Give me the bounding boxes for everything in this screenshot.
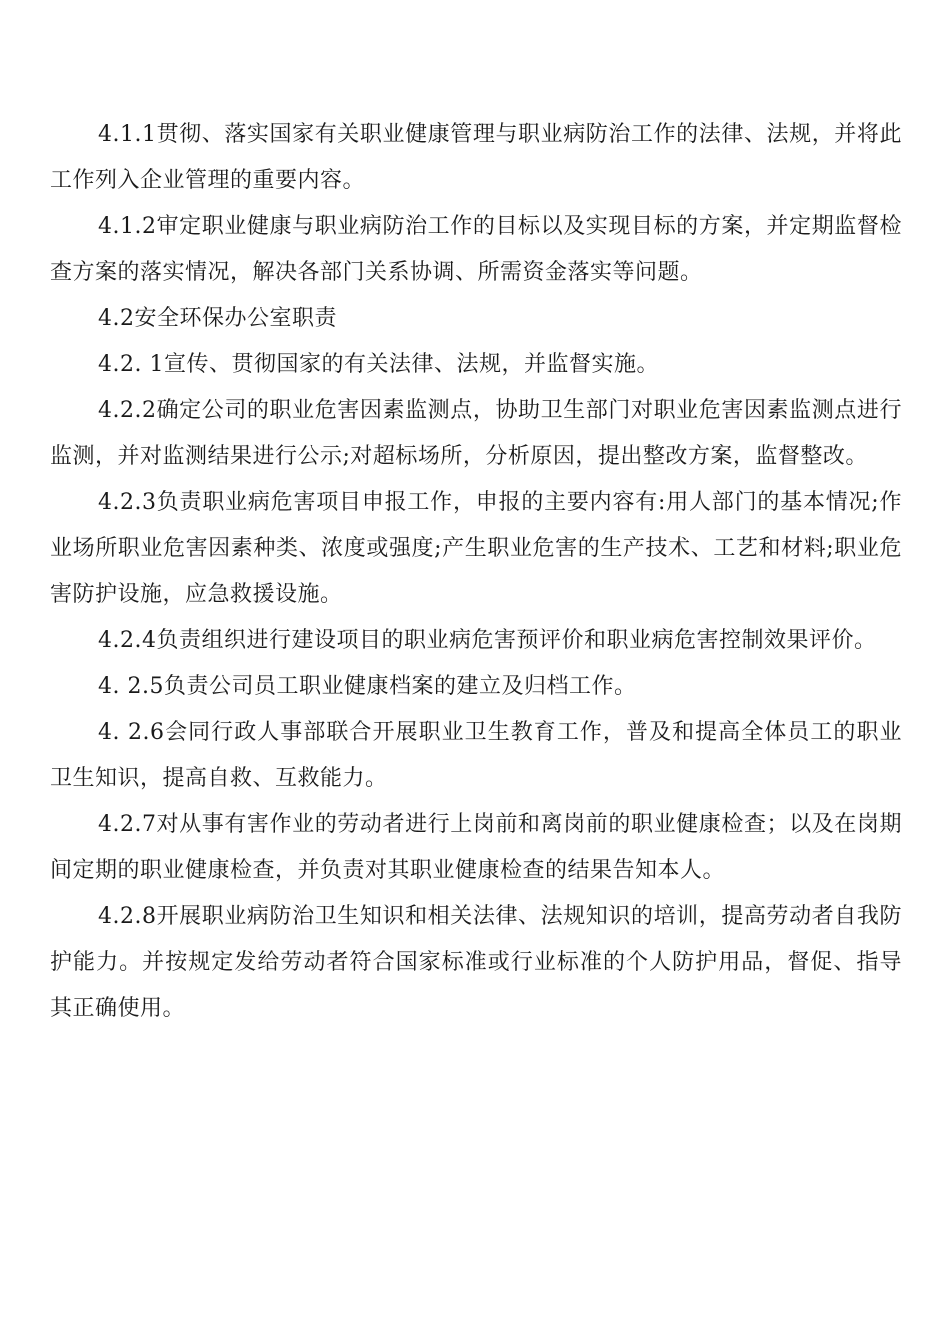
paragraph-4-1-1: 4.1.1贯彻、落实国家有关职业健康管理与职业病防治工作的法律、法规，并将此工作列入企业管理的重要内容。 (50, 122, 902, 193)
section-heading-4-2: 4.2安全环保办公室职责 (98, 306, 337, 331)
paragraph-4-2-8: 4.2.8开展职业病防治卫生知识和相关法律、法规知识的培训，提高劳动者自我防护能力。并按规定发给劳动者符合国家标准或行业标准的个人防护用品，督促、指导其正确使用。 (50, 904, 902, 1021)
paragraph-4-2-3: 4.2.3负责职业病危害项目申报工作，申报的主要内容有:用人部门的基本情况;作业场所职业危害因素种类、浓度或强度;产生职业危害的生产技术、工艺和材料;职业危害防护设施，应急救援设施。 (50, 490, 902, 607)
paragraph-4-2-5: 4. 2.5负责公司员工职业健康档案的建立及归档工作。 (98, 674, 637, 699)
paragraph-4-2-6: 4. 2.6会同行政人事部联合开展职业卫生教育工作，普及和提高全体员工的职业卫生知识，提高自救、互救能力。 (50, 720, 902, 791)
document-body (50, 112, 902, 1032)
paragraph-4-1-2: 4.1.2审定职业健康与职业病防治工作的目标以及实现目标的方案，并定期监督检查方案的落实情况，解决各部门关系协调、所需资金落实等问题。 (50, 214, 902, 285)
paragraph-4-2-4: 4.2.4负责组织进行建设项目的职业病危害预评价和职业病危害控制效果评价。 (98, 628, 877, 653)
paragraph-4-2-7: 4.2.7对从事有害作业的劳动者进行上岗前和离岗前的职业健康检查；以及在岗期间定期的职业健康检查，并负责对其职业健康检查的结果告知本人。 (50, 812, 902, 883)
paragraph-4-2-2: 4.2.2确定公司的职业危害因素监测点，协助卫生部门对职业危害因素监测点进行监测，并对监测结果进行公示;对超标场所，分析原因，提出整改方案，监督整改。 (50, 398, 902, 469)
paragraph-4-2-1: 4.2. 1宣传、贯彻国家的有关法律、法规，并监督实施。 (98, 352, 659, 377)
